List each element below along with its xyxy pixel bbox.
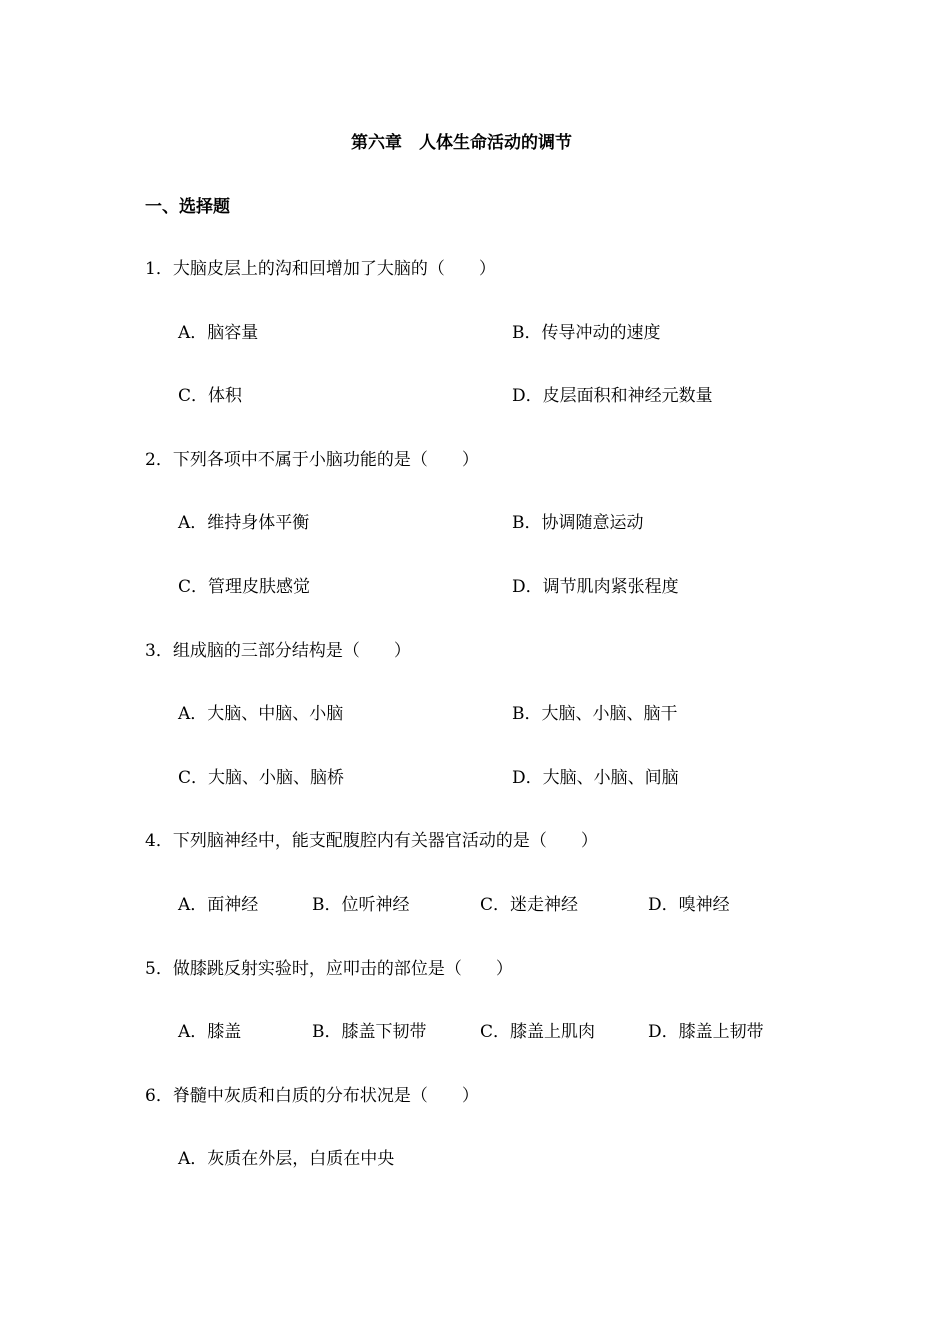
question-5-stem: 5．做膝跳反射实验时，应叩击的部位是（ ） — [145, 959, 513, 979]
question-3-option-c: C．大脑、小脑、脑桥 — [178, 768, 345, 788]
question-4-option-d: D．嗅神经 — [648, 895, 730, 915]
question-2-stem: 2．下列各项中不属于小脑功能的是（ ） — [145, 450, 479, 470]
question-5-option-c: C．膝盖上肌肉 — [480, 1022, 596, 1042]
page-title: 第六章 人体生命活动的调节 — [351, 133, 572, 153]
question-1-option-b: B．传导冲动的速度 — [512, 323, 661, 343]
question-1-option-c: C．体积 — [178, 386, 243, 406]
question-3-stem: 3．组成脑的三部分结构是（ ） — [145, 641, 411, 661]
question-3-option-a: A．大脑、中脑、小脑 — [178, 704, 344, 724]
question-2-option-c: C．管理皮肤感觉 — [178, 577, 311, 597]
question-5-option-b: B．膝盖下韧带 — [312, 1022, 427, 1042]
question-1-stem: 1．大脑皮层上的沟和回增加了大脑的（ ） — [145, 259, 496, 279]
question-4-option-c: C．迷走神经 — [480, 895, 579, 915]
question-2-option-a: A．维持身体平衡 — [178, 513, 310, 533]
question-6-stem: 6．脊髓中灰质和白质的分布状况是（ ） — [145, 1086, 479, 1106]
question-5-option-a: A．膝盖 — [178, 1022, 242, 1042]
question-4-option-a: A．面神经 — [178, 895, 259, 915]
question-3-option-d: D．大脑、小脑、间脑 — [512, 768, 679, 788]
question-2-option-b: B．协调随意运动 — [512, 513, 644, 533]
question-2-option-d: D．调节肌肉紧张程度 — [512, 577, 679, 597]
question-6-option-a: A．灰质在外层，白质在中央 — [178, 1149, 395, 1169]
question-1-option-d: D．皮层面积和神经元数量 — [512, 386, 713, 406]
question-4-stem: 4．下列脑神经中，能支配腹腔内有关器官活动的是（ ） — [145, 831, 598, 851]
question-1-option-a: A．脑容量 — [178, 323, 259, 343]
question-3-option-b: B．大脑、小脑、脑干 — [512, 704, 678, 724]
question-5-option-d: D．膝盖上韧带 — [648, 1022, 764, 1042]
section-heading: 一、选择题 — [145, 197, 230, 217]
question-4-option-b: B．位听神经 — [312, 895, 410, 915]
